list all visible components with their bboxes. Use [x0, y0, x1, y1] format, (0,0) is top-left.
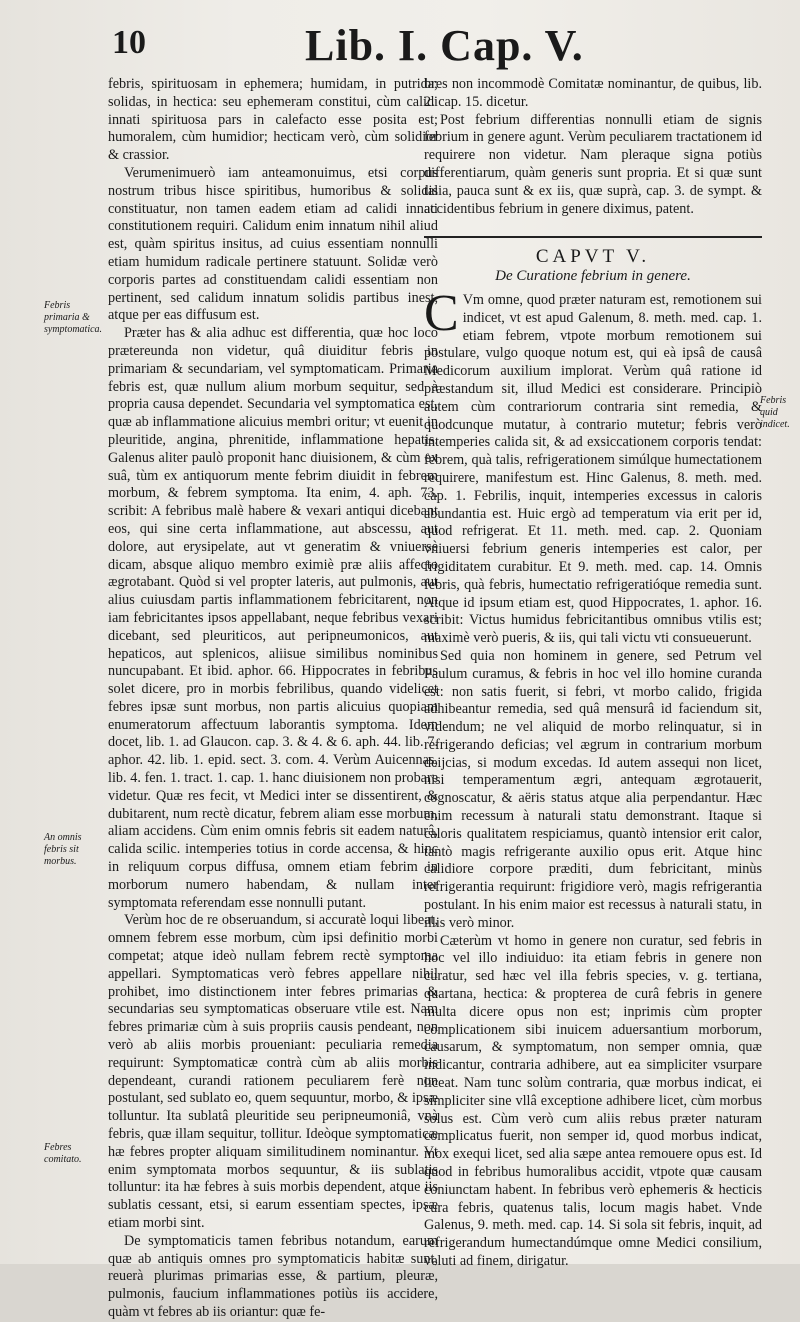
paragraph: Sed quia non hominem in genere, sed Petrum vel Paulum curamus, & febris in hoc vel illo homine curanda est: non satis fuerit, si febri, vt morbo calido, frigida adhibeantur remedia, sed quâ mensurâ id faciendum sit, videndum; ne vel aliquid de morbo relinquatur, si in refrigerando deficias; vel ægrum in contrarium morbum deijcias, si modum excedas. Id autem assequi non licet, nisi temperamentum ægri, antequam ægrotauerit, cognoscatur, & aëris status atque alia perpendantur. Hæc enim recessum à naturali statu demonstrant. Itaque si caloris qualitatem respiciamus, quantò intensior erit calor, tantò magis refrigerante auxilio opus erit. Atque hinc calidiore corpore præditi, dum febricitant, minùs refrigerantia requirunt: frigidiore verò, magis refrigerantia postulant. In his enim maior est recessus à naturali statu, in illis verò minor.: [424, 647, 762, 931]
paragraph: Verùm hoc de re obseruandum, si accuratè loqui libeat, omnem febrem esse morbum, cùm ipsi definitio morbi competat; atque ideò nullam febrem rectè symptoma appellari. Symptomaticas verò febres appellare nihil prohibet, imo distinctionem inter febres primarias & secundarias seu symptomaticas obseruare vtile est. Nam febres primariæ cùm à suis propriis causis pendeant, non verò ab aliis morbis proueniant: peculiaria remedia requirunt: Symptomaticæ contrà cùm ab aliis morbis dependeant, curandi rationem peculiarem ferè non postulant, sed sublato eo, quem sequuntur, morbo, & ipsæ tolluntur. Ita sublatâ pleuritide seu peripneumoniâ, vnà febris, quæ illam sequitur, tollitur. Ideòque symptomaticæ hæ febres propter aliquam similitudinem nominantur. Vt enim symptomata morbos sequuntur, & iis sublatis tolluntur: ita hæ febres à suis morbis dependent, atque iis sublatis cessant, etsi, si earum essentiam spectes, ipsæ etiam morbi sint.: [108, 912, 438, 1231]
margin-note-left: Febres comitato.: [44, 1142, 82, 1165]
paragraph: [424, 284, 762, 648]
page-number: 10: [112, 24, 146, 61]
drop-cap: C: [424, 284, 459, 342]
paragraph: Præter has & alia adhuc est differentia, quæ hoc loco prætereunda non videtur, quâ diuiditur febris in primariam & secundariam, vel symptomaticam. Primaria febris est, quæ nullum alium morbum sequitur, sed à propria causa dependet. Secundaria vel symptomatica est, quæ ab inflammatione alicuius membri oritur; vt euenit in pleuritide, angina, phrenitide, inflammatione hepatis. Galenus aliter paulò proponit hanc diuisionem, & cùm ex suâ, tùm ex antiquorum mente febrim diuidit in febrem morbum, & febrem symptoma. Ita enim, 4. aph. 73. scribit: A febribus malè habere & vexari antiqui dicebant eos, qui sine certa inflammatione, aut abscessu, aut dolore, aut erysipelate, aut vt generatim & vniuersè dicam, absque aliquo membro eximiè præ aliis affecto ægrotabant. Quòd si vel propter lateris, aut pulmonis, aut alius cuiusdam partis inflammationem febricitarent, non iam febricitantes ipsos appellabant, neque febribus vexari dicebant, sed pleuriticos, aut peripneumonicos, aut hepaticos, aut splenicos, aliisue similibus nominibus nuncupabant. Et ibid. aphor. 66. Hippocrates in febribus solet dicere, pro in morbis febrilibus, quando videlicet febres ipsæ sunt morbus, non partis alicuius quopiam enumeratorum affectuum laborantis symptoma. Idem docet, lib. 1. ad Glaucon. cap. 3. & 4. & 6. aph. 44. lib. 7. aphor. 42. lib. 1. epid. sect. 3. com. 4. Verùm Auicennas, lib. 4. fen. 1. tract. 1. cap. 1. hanc diuisionem non probare videtur. Quæ res fecit, vt Medici inter se dissentirent, & dubitarent, num rectè dicatur, febrem aliam esse morbum, aliam accidens. Cùm enim omnis febris sit eadem naturâ, calida scilic. intemperies totius in corde accensa, & hinc in reliquum corpus diffusa, omnem etiam febrim in morborum numero habendam, & nullam inter symptomata referendam esse nonnulli putant.: [108, 325, 438, 911]
paragraph: De symptomaticis tamen febribus notandum, earum quæ ab antiquis omnes pro symptomaticis habitæ sunt, reuerà plurimas primarias esse, & partium, pleuræ, pulmonis, faucium inflammationes potiùs iis accidere, quàm vt febres ab iis oriantur: quæ fe-: [108, 1232, 438, 1320]
margin-note-left: An omnis febris sit morbus.: [44, 832, 82, 867]
paragraph: bres non incommodè Comitatæ nominantur, de quibus, lib. 2. cap. 15. dicetur.: [424, 76, 762, 110]
margin-note-left: Febris primaria & symptomatica.: [44, 300, 103, 335]
running-title: Lib. I. Cap. V.: [305, 21, 584, 70]
paragraph-text: Vm omne, quod præter naturam est, remotionem sui indicet, vt est apud Galenum, 8. meth. med. cap. 1. etiam febrem, vtpote morbum remotionem sui postulare, vulgo quoque notum est, qui eà ipsâ de causâ Medicorum auxilium implorat. Verùm quâ ratione id præstandum sit, illud Medici est considerare. Principiò autem cùm contrariorum contraria sint remedia, & quodcunque mutatur, à contrario mutetur; febris verò intemperies calida sit, & ad exsiccationem corporis tendat: febrem, quà talis, refrigerationem simúlque humectationem requirere, manifestum est. Hinc Galenus, 8. meth. med. cap. 1. Febrilis, inquit, intemperies excessus in caloris abundantia est. Huic ergò ad temperatum via erit per id, quod refrigerat. Et 11. meth. med. cap. 2. Quoniam vniuersi febrium generis intemperies est calor, per frigiditatem curabitur. Et 9. meth. med. cap. 14. Omnis febris, quà febris, humectatio refrigeratióque remedia sunt. Atque id ipsum etiam est, quod Hippocrates, 1. aphor. 16. scribit: Victus humidus febricitantibus omnibus vtilis est; maximè verò pueris, & iis, qui tali victu vti consueuerunt.: [424, 291, 762, 647]
section-rule: [424, 236, 762, 238]
paragraph: Verumenimuerò iam anteamonuimus, etsi corpus nostrum tribus hisce spiritibus, humoribus & solidis constituatur, non tamen eadem etiam ad calidi innati constitutionem requiri. Calidum enim innatum nihil aliud est, quàm spiritus insitus, ad cuius essentiam nonnulli etiam humidum radicale pertinere statuunt. Solidæ verò corporis partes ad constituendam calidi essentiam non pertinent, sed calidum innatum solidis partibus inest, atque per eas diffusum est.: [108, 164, 438, 324]
right-column: [424, 76, 762, 1271]
chapter-title: CAPVT V.: [535, 246, 651, 268]
paragraph: Cæterùm vt homo in genere non curatur, sed febris in hoc vel illo indiuiduo: ita etiam febris in genere non curatur, sed hæc vel illa febris species, v. g. tertiana, quartana, hectica: & propterea de curâ febris in genere multa dicere opus non est; inprimis cùm propter complicationem sibi inuicem aduersantium morborum, causarum, & symptomatum, non semper omnia, quæ indicantur, contraria adhibere, aut ea simpliciter vsurpare liceat. Nam tunc solùm contraria, quæ morbus indicat, ei simpliciter sine vllâ exceptione adhibere licet, cùm morbus solus est. Cùm verò cum aliis rebus præter naturam complicatus fuerit, non semper id, quod morbus indicat, mox exequi licet, sed alia sæpe antea remouere opus est. Id quod in febribus humoralibus accidit, vtpote quæ causam coniunctam habent. In febribus verò ephemeris & hecticis cura febris, quatenus talis, locum magis habet. Vnde Galenus, 9. meth. med. cap. 14. Si sola sit febris, inquit, ad refrigerandum humectandúmque omne Medici consilium, veluti ad finem, dirigatur.: [424, 932, 762, 1269]
margin-note-right: Febris quid indicet.: [760, 395, 790, 430]
paragraph: febris, spirituosam in ephemera; humidam, in putrida; solidas, in hectica: seu ephemeram constitui, cùm calidi innati spirituosa pars in calefacto esse posita est; humoralem, cùm humidior; hecticam verò, cùm solidior & crassior.: [108, 76, 438, 164]
chapter-subtitle: De Curatione febrium in genere.: [495, 268, 691, 285]
paragraph: Post febrium differentias nonnulli etiam de signis febrium in genere agunt. Verùm peculiarem tractationem id requirere non videtur. Nam pleraque signa potiùs differentiarum, quàm generis sunt propria. Et si quæ sunt talia, pauca sunt & ex iis, quæ suprà, cap. 3. de sympt. & accidentibus febrium in genere diximus, patent.: [424, 111, 762, 217]
left-column: [108, 76, 438, 1322]
page-header: [0, 20, 800, 70]
